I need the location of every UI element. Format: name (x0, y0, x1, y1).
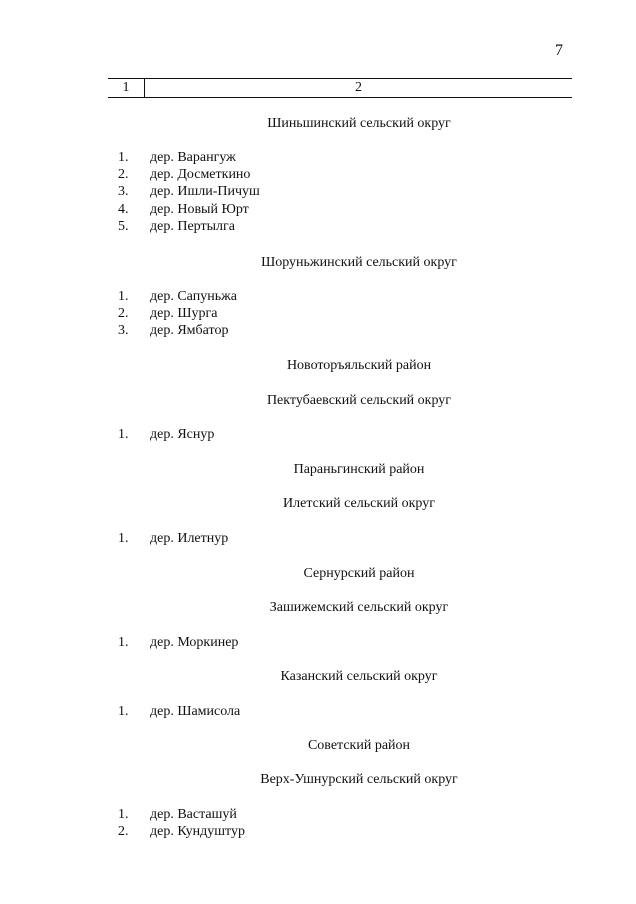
list-item-text: дер. Шамисола (150, 704, 241, 719)
list-item-number: 2. (118, 167, 129, 182)
list-item-number: 5. (118, 219, 129, 234)
list-item-number: 3. (118, 184, 129, 199)
section-heading: Шоруньжинский сельский округ (261, 255, 457, 270)
list-item-text: дер. Ямбатор (150, 323, 229, 338)
section-heading: Казанский сельский округ (280, 669, 438, 684)
district-heading: Параньгинский район (293, 462, 425, 477)
list-item (118, 824, 245, 840)
list-item (118, 167, 250, 183)
list-item-text: дер. Сапуньжа (150, 289, 237, 304)
list-item-number: 4. (118, 202, 129, 217)
list-item (118, 202, 249, 218)
list-item (118, 150, 236, 166)
list-item (118, 704, 240, 720)
section-heading: Верх-Ушнурский сельский округ (260, 772, 458, 787)
list-item (118, 306, 217, 322)
district-heading: Советский район (307, 738, 411, 753)
list-item-text: дер. Васташуй (150, 807, 237, 822)
table-header-row (108, 78, 572, 98)
table-header-col-2: 2 (355, 80, 362, 95)
list-item (118, 289, 237, 305)
section-heading: Шиньшинский сельский округ (267, 116, 451, 131)
list-item-text: дер. Досметкино (150, 167, 251, 182)
list-item-text: дер. Кундуштур (150, 824, 245, 839)
list-item-text: дер. Шурга (150, 306, 218, 321)
section-heading: Илетский сельский округ (283, 496, 435, 511)
list-item-text: дер. Пертылга (150, 219, 235, 234)
district-heading: Новоторъяльский район (286, 358, 432, 373)
list-item-number: 1. (118, 427, 129, 442)
list-item-number: 3. (118, 323, 129, 338)
list-item (118, 323, 228, 339)
table-header-col-1: 1 (108, 79, 145, 97)
list-item-number: 1. (118, 531, 129, 546)
list-item (118, 219, 235, 235)
list-item (118, 184, 260, 200)
list-item (118, 635, 238, 651)
list-item-number: 2. (118, 824, 129, 839)
section-heading: Зашижемский сельский округ (269, 600, 449, 615)
list-item-text: дер. Моркинер (150, 635, 239, 650)
list-item-text: дер. Илетнур (150, 531, 229, 546)
list-item-number: 1. (118, 704, 129, 719)
list-item-text: дер. Варангуж (150, 150, 236, 165)
list-item-number: 1. (118, 807, 129, 822)
page-number: 7 (555, 42, 563, 59)
list-item-number: 2. (118, 306, 129, 321)
section-heading: Пектубаевский сельский округ (266, 393, 452, 408)
list-item-text: дер. Яснур (150, 427, 215, 442)
list-item-number: 1. (118, 635, 129, 650)
list-item-text: дер. Новый Юрт (150, 202, 249, 217)
list-item-number: 1. (118, 289, 129, 304)
list-item (118, 531, 228, 547)
list-item-text: дер. Ишли-Пичуш (150, 184, 260, 199)
list-item-number: 1. (118, 150, 129, 165)
district-heading: Сернурский район (303, 566, 415, 581)
list-item (118, 807, 237, 823)
list-item (118, 427, 214, 443)
